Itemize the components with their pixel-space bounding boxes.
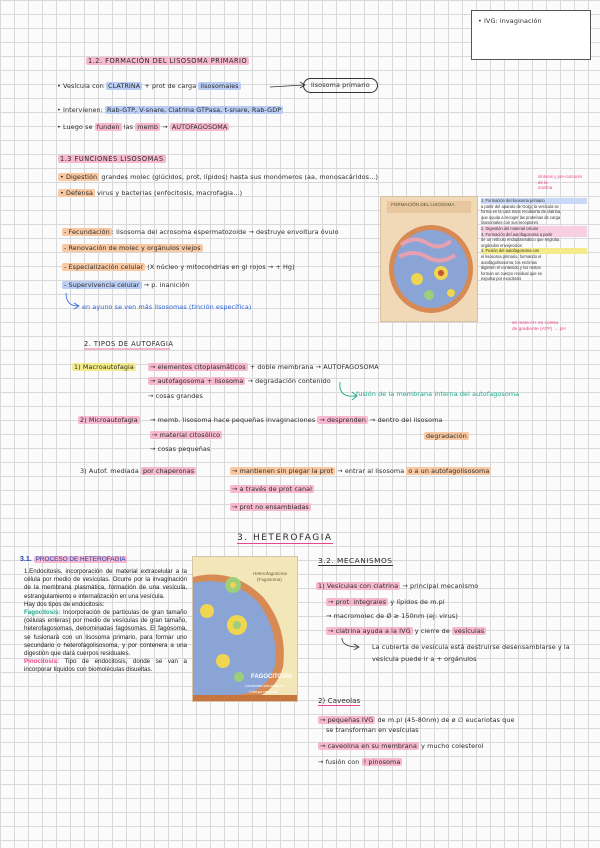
side-note-line: autofagolisosoma; los enzimas — [481, 259, 537, 265]
side-note-line: lisosomales con sus receptores — [481, 220, 539, 226]
clathrin-line-b: → macromolec de Ø ≥ 150nm (ej: virus) — [326, 612, 458, 620]
clathrin-label: 1) Vesículas con clatrina → principal mecanismo — [318, 582, 479, 590]
side-note-line: expulsa por exocitosis — [481, 276, 522, 282]
caveolas-label: 2) Caveolas — [318, 697, 361, 705]
fig2-label-fagocitosis: FAGOCITOSIS — [251, 674, 292, 680]
section-3-1-title: 3.1. PROCESO DE HETEROFAGIA — [20, 556, 126, 563]
s12-line2: • Intervienen: Rab-GTP, V-snare, Clatrina GTPasa, t-snare, Rab-GDP — [57, 106, 282, 114]
side-note-line: 1. Formación del lisosoma primario — [481, 198, 587, 204]
clathrin-return-arrow — [340, 636, 364, 650]
side-note-line: a partir del aparato de Golgi; la vesícula se — [481, 203, 559, 209]
fagocitosis-block: Fagocitosis: Incorporación de partículas de gran tamaño (células enteras) por medio de vesículas de gran tamaño, heterofagosomas, denominadas fagosomas. El fagosoma, se fusionará con un lisosoma primario, para formar uno secundario o heterofagolisosoma, y por contenera a una digestión que dará cuerpos residuales. — [24, 609, 187, 658]
lysosome-formation-illustration — [381, 197, 477, 321]
side-note-line: que ayuda a recoger las proteínas de carga — [481, 214, 561, 220]
micro-line-a: → memb. lisosoma hace pequeñas invaginaciones → desprenden → dentro del lisosoma — [150, 416, 443, 424]
lysosome-formation-figure — [380, 196, 478, 322]
caveolas-line-a2: se transforman en vesículas — [326, 726, 419, 734]
s13-line5: - Especialización celular (X núcleo y mitocondrias en gl rojos → + Hg) — [64, 263, 295, 271]
para-1: 1.Endocitosis, incorporación de material extracelular a la célula por medio de vesículas. Ocurre por la invaginación de la membrana plasmática, formación de una vesícula, estrangulamiento e internalización en una vesícula. — [24, 568, 187, 600]
lisosoma-primario-bubble: lisosoma primario — [303, 78, 378, 93]
side-note-line: el lisosoma primario, formando el — [481, 253, 542, 259]
section-3-title: 3. HETEROFAGIA — [237, 533, 333, 543]
caveolas-line-c: → fusión con ! pinosoma — [318, 758, 401, 766]
s13-curve-arrow — [62, 292, 82, 312]
section-2-title: 2. TIPOS DE AUTOFAGIA — [84, 340, 174, 348]
clathrin-line-d: La cubierta de vesícula está destruirse desensamblarse y la — [372, 643, 570, 651]
para-2: Hay dos tipos de endocitosis: — [24, 600, 105, 608]
side-note-pink-bottom: se mete H+ en contra de gradiente (ATP) → pH — [512, 321, 566, 333]
side-note-line: 3. Formación del autofagosoma a partir — [481, 232, 587, 238]
s13-line2: • Defensa virus y bacterias (enfocitosis, macrofagia...) — [60, 189, 243, 197]
macro-line-a: → elementos citoplasmáticos + doble membrana → AUTOFAGOSOMA — [150, 363, 379, 371]
section-1-3-title: 1.3 FUNCIONES LISOSOMAS — [60, 155, 164, 163]
section-1-2-title: 1.2. FORMACIÓN DEL LISOSOMA PRIMARIO — [88, 57, 248, 65]
pinocitosis-block: Pinocitosis: Tipo de endocitosis, donde se van a incorporar líquidos con biomoléculas disueltas. — [24, 658, 187, 674]
side-note-line: 4. Fusión del autofagosoma con — [481, 248, 587, 254]
micro-label: 2) Microautofagia — [80, 416, 138, 424]
side-note-line: de un retículo endoplasmático que engloba — [481, 237, 560, 243]
clathrin-line-a: → prot: integrales y lípidos de m.pl — [328, 598, 445, 606]
side-note-line: orgánulos envejecidos — [481, 242, 522, 248]
side-note-line: 2. Digestión del material celular — [481, 226, 587, 232]
green-note: fusión de la membrana interna del autofagosoma — [356, 390, 520, 398]
chaperone-line-a: → mantienen sin plegar la prot → entrar al lisosoma o a un autofagolisosoma — [232, 467, 490, 475]
s13-line4: - Renovación de molec y orgánulos viejos — [64, 244, 201, 252]
s12-line3: • Luego se funden las memb → AUTOFAGOSOMA — [57, 123, 228, 131]
micro-line-c: → cosas pequeñas — [150, 445, 211, 453]
side-note-line: digieren el contenido y los restos — [481, 265, 541, 271]
section-2-underline — [84, 348, 174, 352]
fig2-label-lisosoma-secundario: Lisosoma secundario — [245, 683, 283, 688]
macro-label: 1) Macroautofagia — [74, 363, 134, 371]
corner-note-box — [471, 10, 591, 60]
phagocytosis-figure — [192, 556, 298, 702]
side-note-line: forman un cuerpo residual que se — [481, 270, 542, 276]
chaperone-label: 3) Autof. mediada por chaperonas — [80, 467, 195, 475]
macro-line-b: → autofagosoma + lisosoma → degradación contenido — [150, 377, 331, 385]
s13-line7: en ayuno se ven más lisosomas (tinción específica) — [82, 303, 252, 311]
fig2-label-fagosoma: (Fagosoma) — [257, 577, 282, 582]
caveolas-line-b: → caveolina en su membrana y mucho colesterol — [320, 742, 484, 750]
caveolas-line-a: → pequeñas IVG de m.pl (45-80nm) de ø ∅ eucariotas que — [320, 716, 515, 724]
endocytosis-paragraph — [24, 568, 187, 675]
s12-arrow — [268, 80, 308, 92]
s13-line3: - Fecundación : lisosoma del acrosoma espermatozoide → destruye envoltura óvulo — [64, 228, 339, 236]
chaperone-line-c: → prot no ensambladas — [232, 503, 309, 511]
s13-line1: • Digestión grandes molec (glúcidos, prot, lípidos) hasta sus monómeros (aa, monosacáridos...) — [60, 173, 379, 181]
s12-line1: • Vesícula con CLATRINA + prot de carga lisosomales — [57, 82, 239, 90]
chaperone-line-b: → a través de prot canal — [232, 485, 313, 493]
side-note-pink-top: síntesis y pre-cursores de la enzima — [538, 174, 583, 190]
macro-line-c: → cosas grandes — [148, 392, 203, 400]
clathrin-line-c: → clatrina ayuda a la IVG y cierre de vesículas — [328, 627, 485, 635]
fig2-label-cuerpo-residual: Cuerpo residual — [249, 689, 278, 694]
figure1-title: FORMACIÓN DEL LISOSOMA — [391, 202, 455, 207]
s13-line6: - Supervivencia celular → p. inanición — [64, 281, 190, 289]
corner-note-text: • IVG: invaginación — [478, 17, 542, 25]
micro-line-b: → material citosólico — [152, 431, 221, 439]
micro-degradation-note: degradación — [426, 432, 467, 440]
section-3-2-title: 3.2. MECANISMOS — [318, 556, 393, 565]
side-notes-list — [481, 198, 587, 282]
fig2-label-heterofagosoma: Heterofagosoma — [253, 571, 287, 576]
side-note-line: forma en la cara trans recubierta de clatrina, — [481, 209, 562, 215]
clathrin-line-e: vesícula puede ir a + orgánulos — [372, 655, 477, 663]
